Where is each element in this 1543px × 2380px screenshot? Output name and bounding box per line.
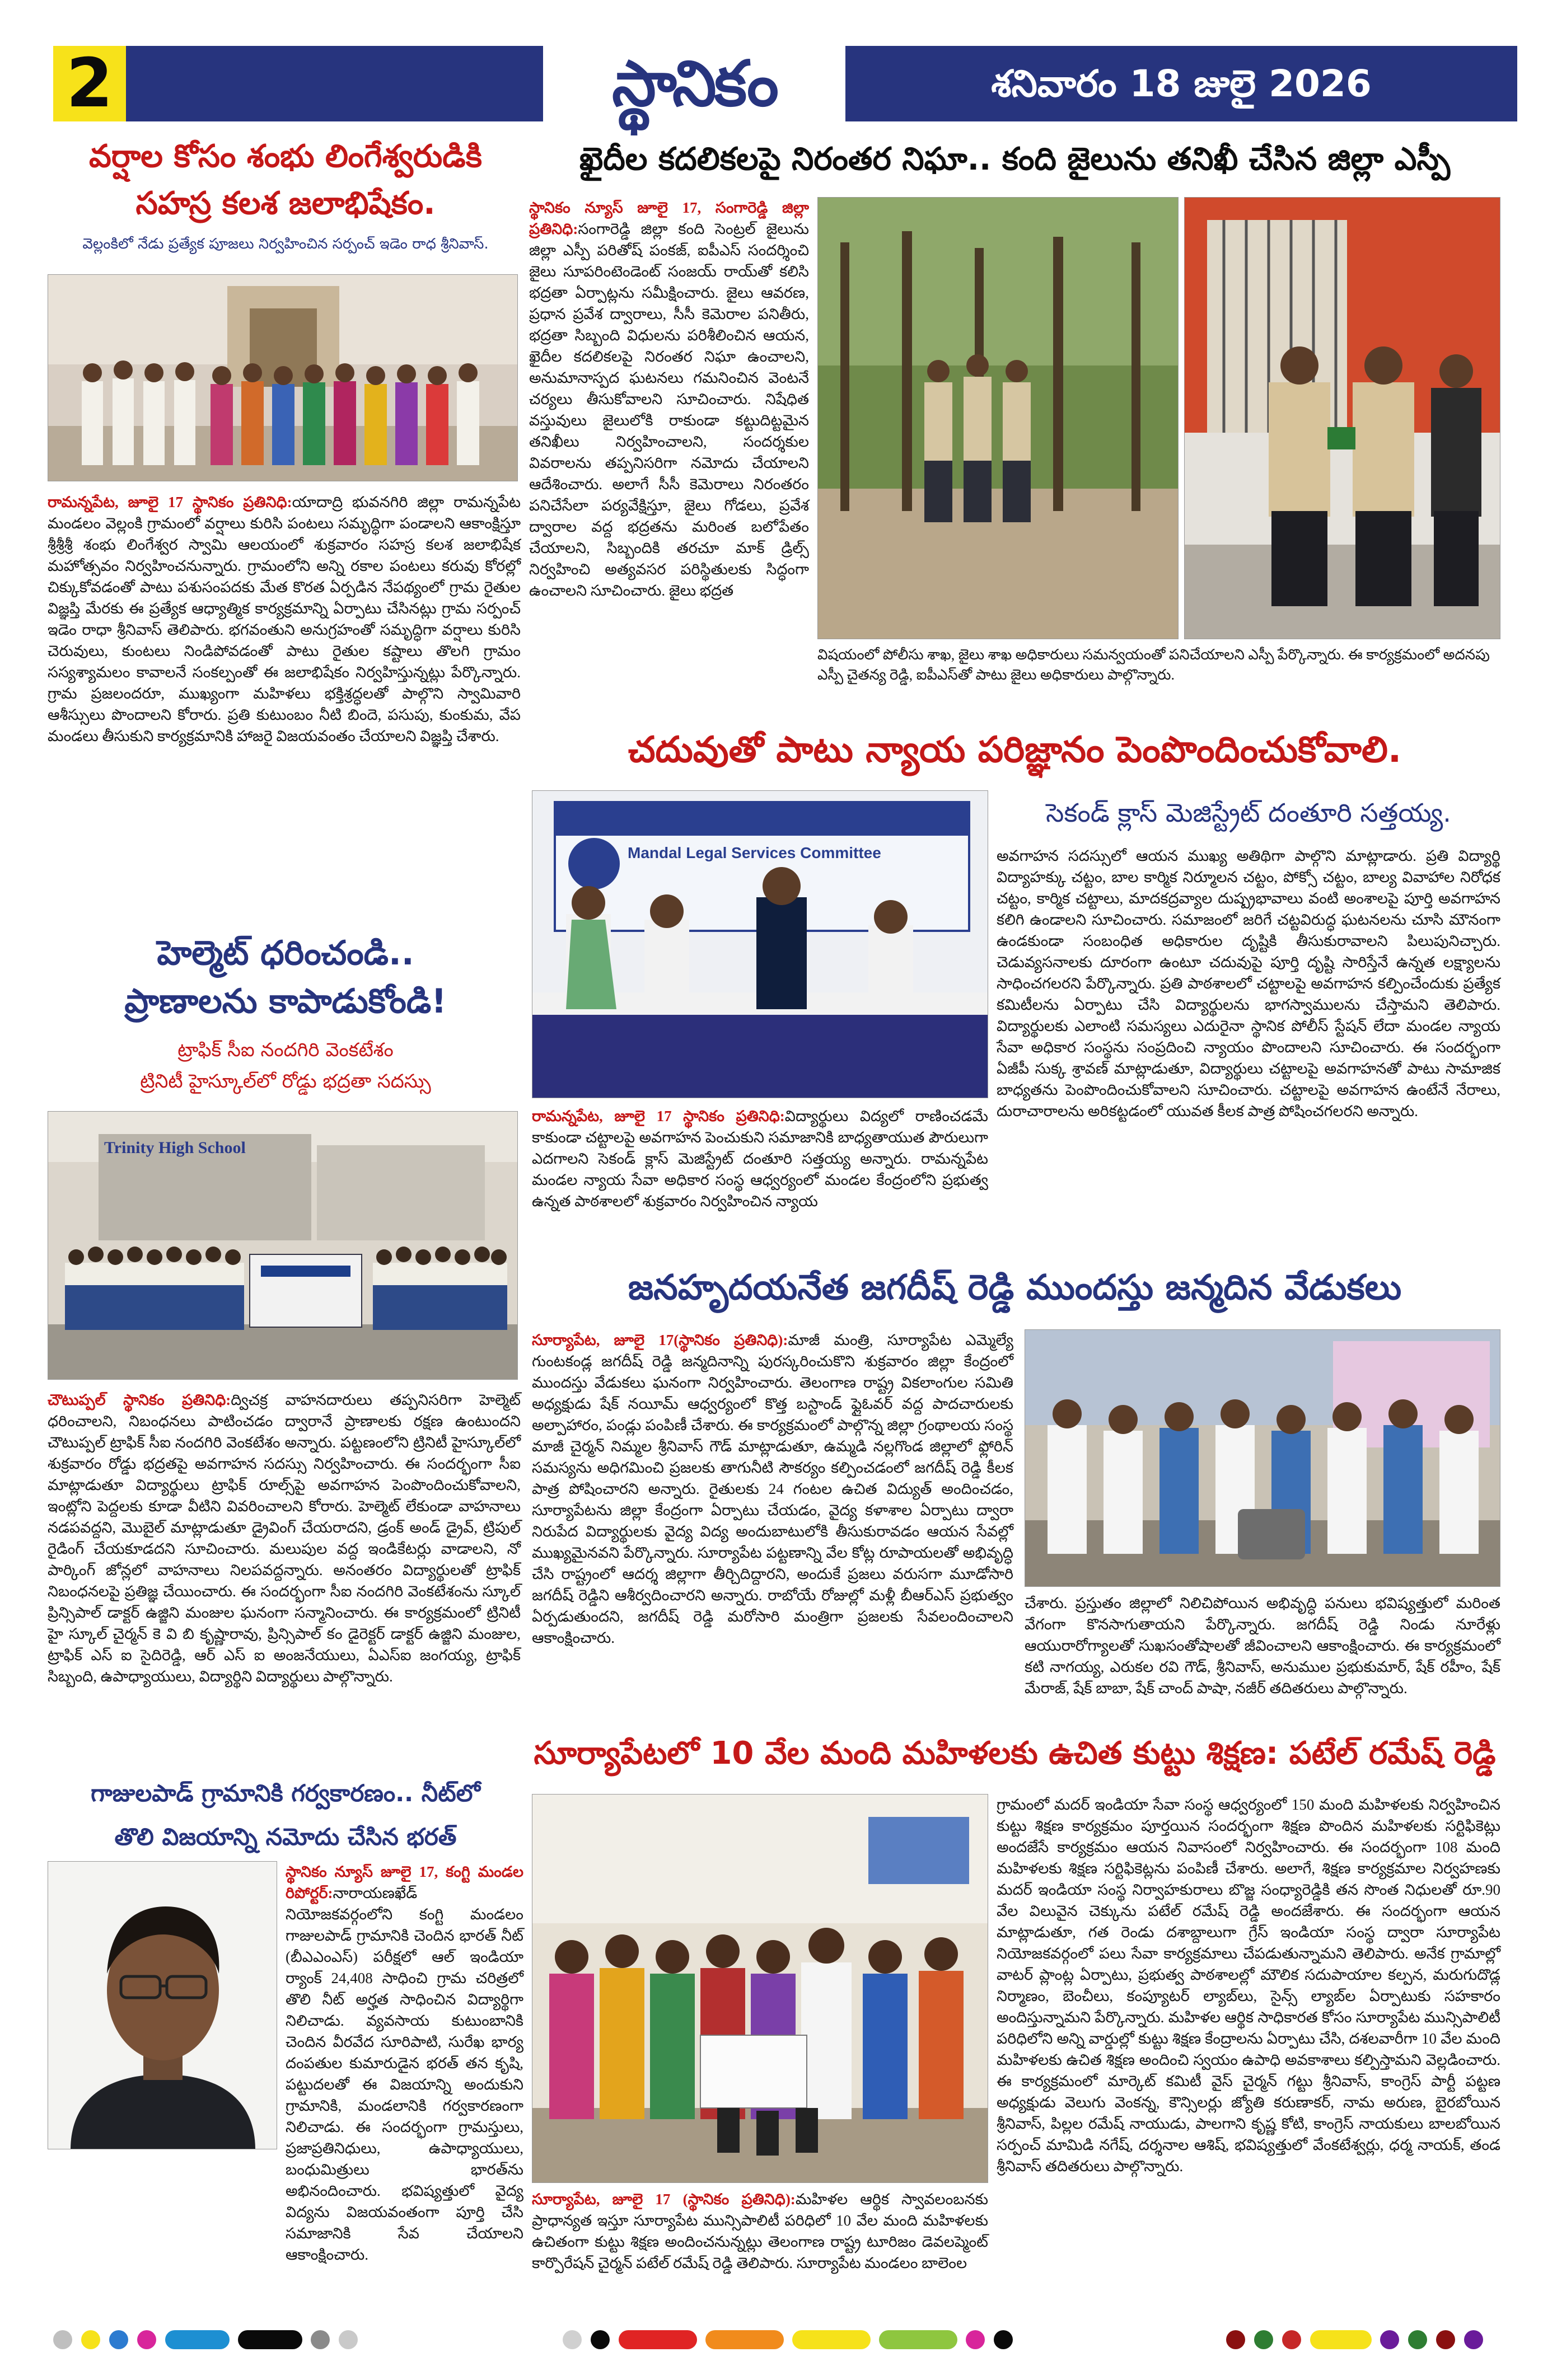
art7-certificate-photo: [532, 1794, 988, 2183]
art6-body-right: చేశారు. ప్రస్తుతం జిల్లాలో నిలిచిపోయిన అభివృద్ధి పనులు భవిష్యత్తులో మరింత వేగంగా కొనసాగుతాయని పేర్కొన్నారు. జగదీష్ రెడ్డి నిండు నూరేళ్లు ఆయురారోగ్యాలతో సుఖసంతోషాలతో జీవించాలని ఆకాంక్షించారు. ఈ కార్యక్రమంలో కటి నాగయ్య, ఎరుకల రవి గౌడ్, శ్రీనివాస్, అనుముల ప్రభుకుమార్, షేక్ రహీం, షేక్ మేరాజ్, షేక్ బాబా, షేక్ చాంద్ పాషా, నజీర్ తదితరులు పాల్గొన్నారు.: [1025, 1595, 1500, 1697]
footer-dot: [311, 2330, 330, 2349]
art2-headline-line2: ప్రాణాలను కాపాడుకోండి!: [124, 982, 447, 1021]
footer-bar: [238, 2330, 302, 2349]
art6-headline: జనహృదయనేత జగదీష్ రెడ్డి ముందస్తు జన్మదిన వేడుకలు: [628, 1267, 1402, 1308]
art5-banner-text: Mandal Legal Services Committee: [628, 844, 881, 861]
art2-text: ద్విచక్ర వాహనదారులు తప్పనిసరిగా హెల్మెట్ ధరించాలని, నిబంధనలు పాటించడం ద్వారానే ప్రాణాలకు రక్షణ ఉంటుందని చౌటుప్పల్ ట్రాఫిక్ సీఐ నందగిరి వెంకటేశం అన్నారు. పట్టణంలోని ట్రినిటీ హైస్కూల్‌లో శుక్రవారం రోడ్డు భద్రతపై అవగాహన సదస్సు నిర్వహించారు. ఈ సందర్భంగా సీఐ మాట్లాడుతూ విద్యార్థులు ట్రాఫిక్ రూల్స్‌పై అవగాహన పెంపొందించుకోవాలని, ఇంట్లోని పెద్దలకు కూడా వీటిని వివరించాలని కోరారు. హెల్మెట్ లేకుండా వాహనాలు నడపవద్దని, మొబైల్ మాట్లాడుతూ డ్రైవింగ్ చేయరాదని, డ్రంక్ అండ్ డ్రైవ్, ట్రిపుల్ రైడింగ్ చేయకూడదని సూచించారు. మలుపుల వద్ద ఇండికేటర్లు వాడాలని, నో పార్కింగ్ జోన్లలో వాహనాలు నిలపవద్దన్నారు. అనంతరం విద్యార్థులతో ట్రాఫిక్ నిబంధనలపై ప్రతిజ్ఞ చేయించారు. ఈ సందర్భంగా సీఐ నందగిరి వెంకటేశంను స్కూల్ ప్రిన్సిపాల్ డాక్టర్ ఉజ్జిని మంజుల ఘనంగా సన్మానించారు. ఈ కార్యక్రమంలో ట్రినిటీ హై స్కూల్ చైర్మన్ కె వి బి కృష్ణారావు, ప్రిన్సిపాల్ కం డైరెక్టర్ డాక్టర్ ఉజ్జిని మంజుల, ట్రాఫిక్ ఎస్ ఐ సైదిరెడ్డి, ఆర్ ఎస్ ఐ అంజనేయులు, ఏఎస్ఐ జంగయ్య, ట్రాఫిక్ సిబ్బంది, ఉపాధ్యాయులు, విద్యార్థిని విద్యార్థులు పాల్గొన్నారు.: [48, 1392, 521, 1685]
footer-dot: [1408, 2330, 1427, 2349]
art5-event-photo: [532, 790, 988, 1098]
art4-forest-photo: [817, 197, 1179, 639]
footer-dot: [591, 2330, 610, 2349]
art2-lead: చౌటుప్పల్ స్థానికం ప్రతినిధి:: [48, 1392, 231, 1408]
art1-body: [48, 491, 521, 917]
art1-headline: [45, 133, 526, 227]
footer-color-bars: [0, 2323, 1543, 2356]
art2-sub-line1: ట్రాఫిక్ సీఐ నందగిరి వెంకటేశం: [177, 1039, 394, 1061]
art5-lead: రామన్నపేట, జూలై 17 స్థానికం ప్రతినిధి:: [532, 1108, 785, 1125]
art1-temple-photo: [48, 274, 518, 481]
art6-lead: సూర్యాపేట, జూలై 17(స్థానికం ప్రతినిధి):: [532, 1332, 788, 1348]
art4-text: సంగారెడ్డి జిల్లా కంది సెంట్రల్ జైలును జిల్లా ఎస్పీ పరితోష్ పంకజ్, ఐపీఎస్ సందర్శించి జైలు సూపరింటెండెంట్ సంజయ్ రాయ్‌తో కలిసి భద్రతా ఏర్పాట్లను సమీక్షించారు. జైలు ఆవరణ, ప్రధాన ప్రవేశ ద్వారాలు, సీసీ కెమెరాల పనితీరు, భద్రతా సిబ్బంది విధులను పరిశీలించిన ఆయన, ఖైదీల కదలికలపై నిరంతర నిఘా ఉంచాలని, అనుమానాస్పద ఘటనలు గమనించిన వెంటనే చర్యలు తీసుకోవాలని సూచించారు. నిషేధిత వస్తువులు జైలులోకి రాకుండా కట్టుదిట్టమైన తనిఖీలు నిర్వహించాలని, సందర్శకుల వివరాలను తప్పనిసరిగా నమోదు చేయాలని ఆదేశించారు. అలాగే సీసీ కెమెరాలు నిరంతరం పనిచేసేలా పర్యవేక్షిస్తూ, జైలు గోడలు, ప్రవేశ ద్వారాల వద్ద భద్రతను మరింత బలోపేతం చేయాలని, సిబ్బందికి తరచూ మాక్ డ్రిల్స్ నిర్వహించి అత్యవసర పరిస్థితులకు సిద్ధంగా ఉంచాలని సూచించారు. జైలు భద్రత: [529, 221, 809, 599]
art5-subheadline: సెకండ్ క్లాస్ మెజిస్ట్రేట్ దంతూరి సత్తయ్య.: [1046, 798, 1451, 828]
footer-dot: [339, 2330, 358, 2349]
art6-text-left: మాజీ మంత్రి, సూర్యాపేట ఎమ్మెల్యే గుంటకండ్ల జగదీష్ రెడ్డి జన్మదినాన్ని పురస్కరించుకొని శుక్రవారం జిల్లా కేంద్రంలో ముందస్తు వేడుకలు ఘనంగా నిర్వహించారు. తెలంగాణ రాష్ట్ర వికలాంగుల సమితి అధ్యక్షుడు షేక్ నయీమ్ ఆధ్వర్యంలో కొత్త బస్టాండ్ ఫ్లైఓవర్ వద్ద పాదచారులకు అల్పాహారం, పండ్లు పంపిణీ చేశారు. ఈ కార్యక్రమంలో పాల్గొన్న జిల్లా గ్రంథాలయ సంస్థ మాజీ చైర్మన్ నిమ్మల శ్రీనివాస్ గౌడ్ మాట్లాడుతూ, ఉమ్మడి నల్లగొండ జిల్లాలో ఫ్లోరిన్ సమస్యను అధిగమించి ప్రజలకు తాగునీటి సౌకర్యం కల్పించడంలో జగదీష్ రెడ్డి కీలక పాత్ర పోషించారని అన్నారు. రైతులకు 24 గంటల ఉచిత విద్యుత్ అందించడం, సూర్యాపేటను జిల్లా కేంద్రంగా ఏర్పాటు చేయడం, వైద్య కళాశాల ఏర్పాటు ద్వారా నిరుపేద విద్యార్థులకు వైద్య విద్య అందుబాటులోకి తీసుకురావడం ఆయన సేవల్లో ముఖ్యమైనవని పేర్కొన్నారు. సూర్యాపేట పట్టణాన్ని వేల కోట్ల రూపాయలతో అభివృద్ధి చేసి రాష్ట్రంలో ఆదర్శ జిల్లాగా తీర్చిదిద్దారని, అందుకే ప్రజలు వరుసగా మూడోసారి జగదీష్ రెడ్డిని ఆశీర్వదించారని అన్నారు. రాబోయే రోజుల్లో మళ్లీ బీఆర్ఎస్ ప్రభుత్వం ఏర్పడుతుందని, జగదీష్ రెడ్డి మరోసారి మంత్రిగా ప్రజలకు సేవలందించాలని ఆకాంక్షించారు.: [532, 1332, 1014, 1646]
footer-dot: [1254, 2330, 1273, 2349]
art6-event-photo: [1025, 1329, 1500, 1587]
footer-bar: [879, 2330, 957, 2349]
footer-bar: [705, 2330, 784, 2349]
footer-dot: [994, 2330, 1013, 2349]
art3-headline: [45, 1772, 526, 1859]
art4-body: [529, 197, 809, 701]
art7-headline: సూర్యాపేటలో 10 వేల మంది మహిళలకు ఉచిత కుట్టు శిక్షణ: పటేల్ రమేష్ రెడ్డి: [534, 1735, 1496, 1772]
art7-caption-text: మహిళల ఆర్థిక స్వావలంబనకు ప్రాధాన్యత ఇస్తూ సూర్యాపేట మున్సిపాలిటీ పరిధిలో 10 వేల మంది మహిళలకు ఉచితంగా కుట్టు శిక్షణ అందించనున్నట్లు తెలంగాణ రాష్ట్ర టూరిజం డెవలప్మెంట్ కార్పొరేషన్ చైర్మన్ పటేల్ రమేష్ రెడ్డి తెలిపారు. సూర్యాపేట మండలం బాలెంల: [532, 2191, 988, 2271]
footer-bar: [165, 2330, 230, 2349]
art3-student-photo: [48, 1861, 277, 2149]
newspaper-logo: స్థానికం: [612, 48, 777, 120]
footer-bar: [619, 2330, 697, 2349]
art2-headline-line1: హెల్మెట్ ధరించండి..: [157, 934, 414, 973]
footer-dot: [1436, 2330, 1455, 2349]
footer-dot: [1282, 2330, 1301, 2349]
page-number: 2: [53, 46, 126, 121]
footer-dot: [109, 2330, 128, 2349]
art3-text: నారాయణఖేడ్ నియోజకవర్గంలోని కంగ్టి మండలం గాజులపాడ్ గ్రామానికి చెందిన భారత్ నీట్ (బీఎఎంఎస్) పరీక్షలో ఆల్ ఇండియా ర్యాంక్ 24,408 సాధించి గ్రామ చరిత్రలో తొలి నీట్ అర్హత సాధించిన విద్యార్థిగా నిలిచాడు. వ్యవసాయ కుటుంబానికి చెందిన వీరవేద సూరిపాటి, సురేఖ భార్య దంపతుల కుమారుడైన భరత్ తన కృషి, పట్టుదలతో ఈ విజయాన్ని అందుకుని గ్రామానికి, మండలానికి గర్వకారణంగా నిలిచాడు. ఈ సందర్భంగా గ్రామస్తులు, ప్రజాప్రతినిధులు, ఉపాధ్యాయులు, బంధుమిత్రులు భారత్‌ను అభినందించారు. భవిష్యత్తులో వైద్య విద్యను విజయవంతంగా పూర్తి చేసి సమాజానికి సేవ చేయాలని ఆకాంక్షించారు.: [286, 1885, 523, 2263]
art7-body-right: గ్రామంలో మదర్ ఇండియా సేవా సంస్థ ఆధ్వర్యంలో 150 మంది మహిళలకు నిర్వహించిన కుట్టు శిక్షణ కార్యక్రమం పూర్తయిన సందర్భంగా శిక్షణ పొందిన మహిళలకు సర్టిఫికెట్లు అందజేసే కార్యక్రమం ఆయన నివాసంలో నిర్వహించారు. ఈ సందర్భంగా 108 మంది మహిళలకు శిక్షణ సర్టిఫికెట్లను పంపిణీ చేశారు. అలాగే, శిక్షణ కార్యక్రమాల నిర్వహణకు మదర్ ఇండియా సంస్థ నిర్వాహకురాలు బొజ్జ సంధ్యారెడ్డికి తన సొంత నిధులతో రూ.90 వేల విలువైన చెక్కును పటేల్ రమేష్ రెడ్డి అందజేశారు. ఈ సందర్భంగా ఆయన మాట్లాడుతూ, గత రెండు దశాబ్దాలుగా గ్రేస్ ఇండియా సంస్థ ద్వారా సూర్యాపేట నియోజకవర్గంలో పలు సేవా కార్యక్రమాలు చేపడుతున్నామని తెలిపారు. అనేక గ్రామాల్లో వాటర్ ప్లాంట్ల ఏర్పాటు, ప్రభుత్వ పాఠశాలల్లో మౌలిక సదుపాయాల కల్పన, మరుగుదొడ్ల నిర్మాణం, బెంచీలు, కంప్యూటర్ ల్యాబ్‌లు, సైన్స్ ల్యాబ్‌ల ఏర్పాటుకు సహకారం అందిస్తున్నామని పేర్కొన్నారు. మహిళల ఆర్థిక సాధికారత కోసం సూర్యాపేట మున్సిపాలిటీ పరిధిలోని అన్ని వార్డుల్లో కుట్టు శిక్షణ కేంద్రాలను ఏర్పాటు చేసి, దశలవారీగా 10 వేల మంది మహిళలకు ఉచిత శిక్షణ అందించి స్వయం ఉపాధి అవకాశాలు కల్పిస్తామని వెల్లడించారు. ఈ కార్యక్రమంలో మార్కెట్ కమిటీ వైస్ చైర్మన్ గట్టు శ్రీనివాస్, కాంగ్రెస్ పార్టీ పట్టణ అధ్యక్షుడు వెలుగు వెంకన్న, కౌన్సిలర్లు జ్యోతి కరుణాకర్, నామ అరుణ, బైరబోయిన శ్రీనివాస్, పిల్లల రమేష్ నాయుడు, పాలగాని కృష్ణ కోటి, కాంగ్రెస్ నాయకులు బాలబోయిన సర్పంచ్ మామిడి నగేష్, దర్శనాల ఆశిష్, భవిష్యత్తులో వేంకటేశ్వర్లు, ధర్మ నాయక్, తండ శ్రీనివాస్ తదితరులు పాల్గొన్నారు.: [997, 1796, 1500, 2175]
footer-dot: [1464, 2330, 1483, 2349]
art4-lead: స్థానికం న్యూస్ జూలై 17, సంగారెడ్డి జిల్లా ప్రతినిధి:: [529, 199, 809, 237]
art6-body-left: [532, 1329, 1013, 1716]
art1-headline-line2: సహస్ర కలశ జలాభిషేకం.: [135, 185, 436, 222]
art2-photo-sign: Trinity High School: [104, 1139, 246, 1157]
art2-school-photo: [48, 1111, 518, 1380]
art7-caption: [532, 2189, 988, 2301]
art4-caption: విషయంలో పోలీసు శాఖ, జైలు శాఖ అధికారులు సమన్వయంతో పనిచేయాలని ఎస్పీ పేర్కొన్నారు. ఈ కార్యక్రమంలో అదనపు ఎస్పీ చైతన్య రెడ్డి, ఐపీఎస్‌తో పాటు జైలు అధికారులు పాల్గొన్నారు.: [817, 646, 1490, 683]
art1-text: యాదాద్రి భువనగిరి జిల్లా రామన్నపేట మండలం వెల్లంకి గ్రామంలో వర్షాలు కురిసి పంటలు సమృద్ధిగా పండాలని ఆకాంక్షిస్తూ శ్రీశ్రీశ్రీ శంభు లింగేశ్వర స్వామి ఆలయంలో శుక్రవారం సహస్ర కలశ జలాభిషేక మహోత్సవం నిర్వహించనున్నారు. గ్రామంలోని అన్ని రకాల పంటలు కరువు కోరల్లో చిక్కుకోవడంతో పాటు పశుసంపదకు మేత కొరత ఏర్పడిన నేపథ్యంలో గ్రామ రైతుల విజ్ఞప్తి మేరకు ఈ ప్రత్యేక ఆధ్యాత్మిక కార్యక్రమాన్ని ఏర్పాటు చేసినట్లు గ్రామ సర్పంచ్ ఇడెం రాధా శ్రీనివాస్ తెలిపారు. భగవంతుని అనుగ్రహంతో సమృద్ధిగా వర్షాలు కురిసి చెరువులు, కుంటలు నిండిపోవడంతో పాటు రైతుల కష్టాలు తొలగి గ్రామం సస్యశ్యామలం కావాలనే సంకల్పంతో ఈ జలాభిషేకం నిర్వహిస్తున్నట్లు పేర్కొన్నారు. గ్రామ ప్రజలందరూ, ముఖ్యంగా మహిళలు భక్తిశ్రద్ధలతో పాల్గొని స్వామివారి ఆశీస్సులు పొందాలని కోరారు. ప్రతి కుటుంబం నీటి బిందె, పసుపు, కుంకుమ, వేప మండలు తీసుకుని కార్యక్రమానికి హాజరై విజయవంతం చేయాలని విజ్ఞప్తి చేశారు.: [48, 494, 521, 744]
art7-lead: సూర్యాపేట, జూలై 17 (స్థానికం ప్రతినిధి):: [532, 2191, 796, 2208]
art5-text-left: విద్యార్థులు విద్యలో రాణించడమే కాకుండా చట్టాలపై అవగాహన పెంచుకుని సమాజానికి బాధ్యతాయుత పౌరులుగా ఎదగాలని సెకండ్ క్లాస్ మెజిస్ట్రేట్ దంతూరి సత్తయ్య అన్నారు. రామన్నపేట మండల న్యాయ సేవా అధికార సంస్థ ఆధ్వర్యంలో మండల కేంద్రంలోని ప్రభుత్వ ఉన్నత పాఠశాలలో శుక్రవారం నిర్వహించిన న్యాయ: [532, 1108, 988, 1210]
art1-subheadline: వెల్లంకిలో నేడు ప్రత్యేక పూజలు నిర్వహించిన సర్పంచ్ ఇడెం రాధ శ్రీనివాస్.: [82, 236, 489, 252]
footer-dot: [1226, 2330, 1245, 2349]
footer-dot: [137, 2330, 156, 2349]
footer-bar: [792, 2330, 871, 2349]
art2-headline: [45, 929, 526, 1025]
art5-headline: చదువుతో పాటు న్యాయ పరిజ్ఞానం పెంపొందించుకోవాలి.: [628, 729, 1402, 771]
art5-body-left: [532, 1105, 988, 1251]
art4-headline: ఖైదీల కదలికలపై నిరంతర నిఘా.. కంది జైలును తనిఖీ చేసిన జిల్లా ఎస్పీ: [579, 141, 1451, 177]
art3-lead: స్థానికం న్యూస్ జూలై 17, కంగ్టి మండల రిపోర్టర్:: [286, 1863, 523, 1901]
art5-body-right: అవగాహన సదస్సులో ఆయన ముఖ్య అతిథిగా పాల్గొని మాట్లాడారు. ప్రతి విద్యార్థి విద్యాహక్కు చట్టం, బాల కార్మిక నిర్మూలన చట్టం, పోక్సో చట్టం, బాల్య వివాహాల నిరోధక చట్టం, కార్మిక చట్టాలు, మాదకద్రవ్యాల దుష్ప్రభావాలు వంటి అంశాలపై పూర్తి అవగాహన కలిగి ఉండాలని సూచించారు. సమాజంలో జరిగే చట్టవిరుద్ధ ఘటనలను చూసి మౌనంగా ఉండకుండా సంబంధిత అధికారుల దృష్టికి తీసుకురావాలని పిలుపునిచ్చారు. చెడువ్యసనాలకు దూరంగా ఉంటూ చదువుపై పూర్తి దృష్టి సారిస్తేనే ఉన్నత లక్ష్యాలను సాధించగలరని పేర్కొన్నారు. ప్రతి పాఠశాలలో చట్టాలపై అవగాహన కల్పించేందుకు ప్రత్యేక కమిటీలను ఏర్పాటు చేసి విద్యార్థులను భాగస్వాములను చేస్తామని తెలిపారు. విద్యార్థులకు ఎలాంటి సమస్యలు ఎదురైనా స్థానిక పోలీస్ స్టేషన్ లేదా మండల న్యాయ సేవా అధికార సంస్థను సంప్రదించి న్యాయం పొందాలని సూచించారు. ఈ సందర్భంగా ఏజీపీ సుక్క శ్రావణ్ మాట్లాడుతూ, విద్యార్థులు చట్టాలపై అవగాహనతో పాటు సామాజిక బాధ్యతను పెంపొందించుకోవాలని సూచించారు. చట్టాలపై అవగాహన ఉంటేనే నేరాలు, దురాచారాలను అరికట్టడంలో యువత కీలక పాత్ర పోషించగలరని అన్నారు.: [997, 847, 1500, 1119]
footer-dot: [563, 2330, 582, 2349]
art2-subheadline: [45, 1034, 526, 1097]
art3-headline-line2: తొలి విజయాన్ని నమోదు చేసిన భరత్: [114, 1823, 457, 1850]
art1-headline-line1: వర్షాల కోసం శంభు లింగేశ్వరుడికి: [89, 138, 482, 175]
art2-body: [48, 1389, 521, 1747]
footer-dot: [81, 2330, 100, 2349]
art3-body-column: [286, 1861, 523, 2263]
footer-bar: [1310, 2330, 1372, 2349]
art2-sub-line2: ట్రినిటీ హైస్కూల్‌లో రోడ్డు భద్రతా సదస్సు: [140, 1070, 431, 1093]
art1-lead: రామన్నపేట, జూలై 17 స్థానికం ప్రతినిధి:: [48, 494, 292, 510]
footer-dot: [966, 2330, 985, 2349]
masthead-bar-left: [126, 46, 543, 121]
footer-dot: [1380, 2330, 1399, 2349]
footer-dot: [53, 2330, 72, 2349]
art4-felicitation-photo: [1184, 197, 1500, 639]
art3-headline-line1: గాజులపాడ్ గ్రామానికి గర్వకారణం.. నీట్‌లో: [91, 1779, 480, 1807]
date-line: శనివారం 18 జులై 2026: [991, 62, 1372, 105]
